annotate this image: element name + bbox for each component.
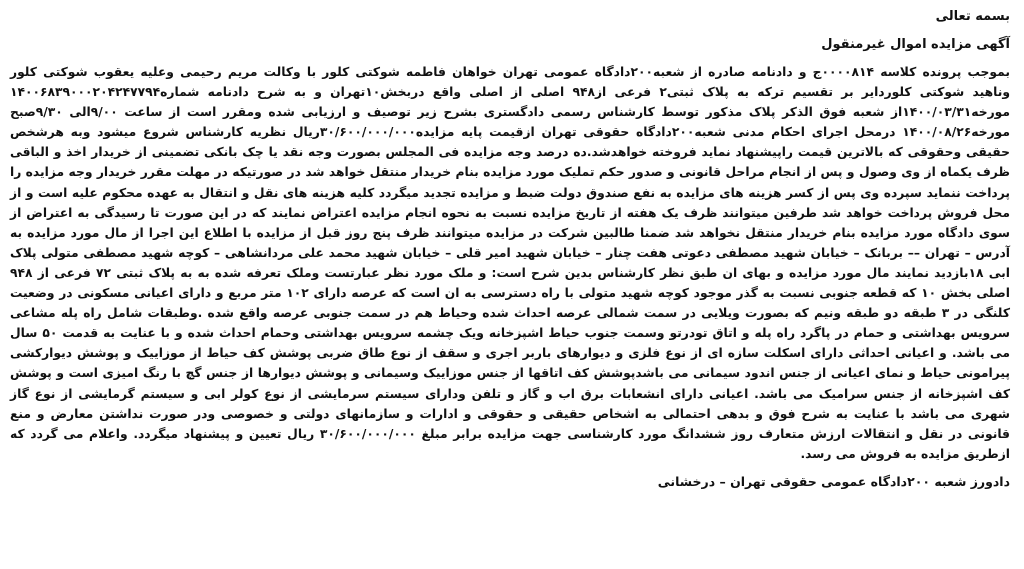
notice-body: بموجب پرونده کلاسه ۰۰۰۰۸۱۴ج و دادنامه صادره از شعبه۲۰۰دادگاه عمومی تهران خواهان فاطمه شوکتی کلور با وکالت مریم رحیمی وعلیه یعقوب شوکتی کلور وناهید شوکتی کلوردایر بر تقسیم ترکه به پلاک ثبتی۲ فرعی از۹۴۸ اصلی از اصلی واقع دربخش۱۰تهران و به شرح دادنامه شماره۱۴۰۰۶۸۳۹۰۰۰۲۰۴۲۴۷۷۹۴ مورخه۱۴۰۰/۰۳/۳۱از شعبه فوق الذکر پلاک مذکور توسط کارشناس رسمی دادگستری بشرح زیر توصیف و ارزیابی شده ومقرر است از ساعت ۹/۰۰الی ۹/۳۰صبح مورخه۱۴۰۰/۰۸/۲۶ درمحل اجرای احکام مدنی شعبه۲۰۰دادگاه حقوقی تهران ازقیمت پایه مزایده۳۰/۶۰۰/۰۰۰/۰۰۰ریال نظریه کارشناس شروع میشود وبه هرشخص حقیقی وحقوقی که بالاترین قیمت راپیشنهاد نماید فروخته خواهدشد.ده درصد وجه مزایده فی المجلس بصورت وجه نقد یا چک بانکی تضمینی از خریدار اخذ و الباقی ظرف یکماه از وی وصول و پس از انجام مراحل قانونی و صدور حکم تملیک مورد مزایده بنام خریدار منتقل خواهد شد در صورتیکه در مهلت مقرر خریدار وجه مزایده را پرداخت ننماید سپرده وی پس از کسر هزینه های مزایده به نفع صندوق دولت ضبط و مزایده تجدید میگردد کلیه هزینه های نقل و انتقال به عهده محکوم علیه است و از محل فروش پرداخت خواهد شد طرفین میتوانند ظرف یک هفته از تاریخ مزایده نسبت به نحوه انجام مزایده اعتراض نمایند که در این صورت تا رسیدگی به اعتراض از سوی دادگاه مورد مزایده بنام خریدار منتقل نخواهد شد ضمنا طالبین شرکت در مزایده میتوانند ظرف پنج روز قبل از مزایده با اطلاع این اجرا از مال مورد مزایده به آدرس – تهران –– بربانک – خیابان شهید مصطفی دعوتی هفت چنار – خیابان شهید امیر قلی – خیابان شهید محمد علی مردانشاهی – کوچه شهید مصطفی متولی پلاک ابی ۱۸بازدید نمایند مال مورد مزایده و بهای ان طبق نظر کارشناس بدین شرح است: و ملک مورد نظر عبارتست وملک تعرفه شده به به پلاک ثبتی ۷۲ فرعی از ۹۴۸ اصلی بخش ۱۰ که قطعه جنوبی نسبت به گذر موجود کوچه شهید متولی با راه دسترسی به ان است که عرصه دارای ۱۰۲ متر مربع و دارای اعیانی مسکونی در وضعیت کلنگی در ۳ طبقه دو طبقه ونیم که بصورت ویلایی در سمت شمالی عرصه احداث شده وحیاط هم در سمت جنوبی عرصه واقع شده .وطبقات شامل راه پله مشاعی سرویس بهداشتی و حمام در پاگرد راه پله و اتاق تودرتو وسمت جنوب حیاط اشپزخانه ویک چشمه سرویس بهداشتی وحمام احداث شده و با عنایت به قدمت ۵۰ سال می باشد. و اعیانی احداثی دارای اسکلت سازه ای از نوع فلزی و دیوارهای باربر اجری و سقف از نوع طاق ضربی پوشش کف حیاط از موزاییک و پوشش دیوارکشی پیرامونی حیاط و نمای اعیانی از جنس اندود سیمانی می باشدپوشش کف اتاقها از جنس موزاییک وسیمانی و پوشش دیوارها از جنس گچ با رنگ امیزی است و پوشش کف اشپزخانه از جنس سرامیک می باشد. اعیانی دارای انشعابات برق اب و گاز و تلفن ودارای سیستم سرمایشی از نوع کولر ابی و سیستم گرمایشی از نوع گاز شهری می باشد با عنایت به شرح فوق و بدهی احتمالی به اشخاص حقیقی و حقوقی و ادارات و سازمانهای دولتی و خصوصی ودر صورت نداشتن معارض و منع قانونی در نقل و انتقالات ارزش متعارف روز ششدانگ مورد کارشناسی جهت مزایده برابر مبلغ ۳۰/۶۰۰/۰۰۰/۰۰۰ ریال تعیین و پیشنهاد میگردد. واعلام می گردد که ازطریق مزایده به فروش می رسد.	[10, 65, 1010, 461]
notice-signature: دادورز شعبه ۲۰۰دادگاه عمومی حقوقی تهران – درخشانی	[657, 473, 1010, 489]
notice-heading: بسمه تعالی	[935, 9, 1010, 24]
notice-title: آگهی مزایده اموال غیرمنقول	[821, 37, 1010, 52]
auction-notice	[10, 6, 1010, 492]
